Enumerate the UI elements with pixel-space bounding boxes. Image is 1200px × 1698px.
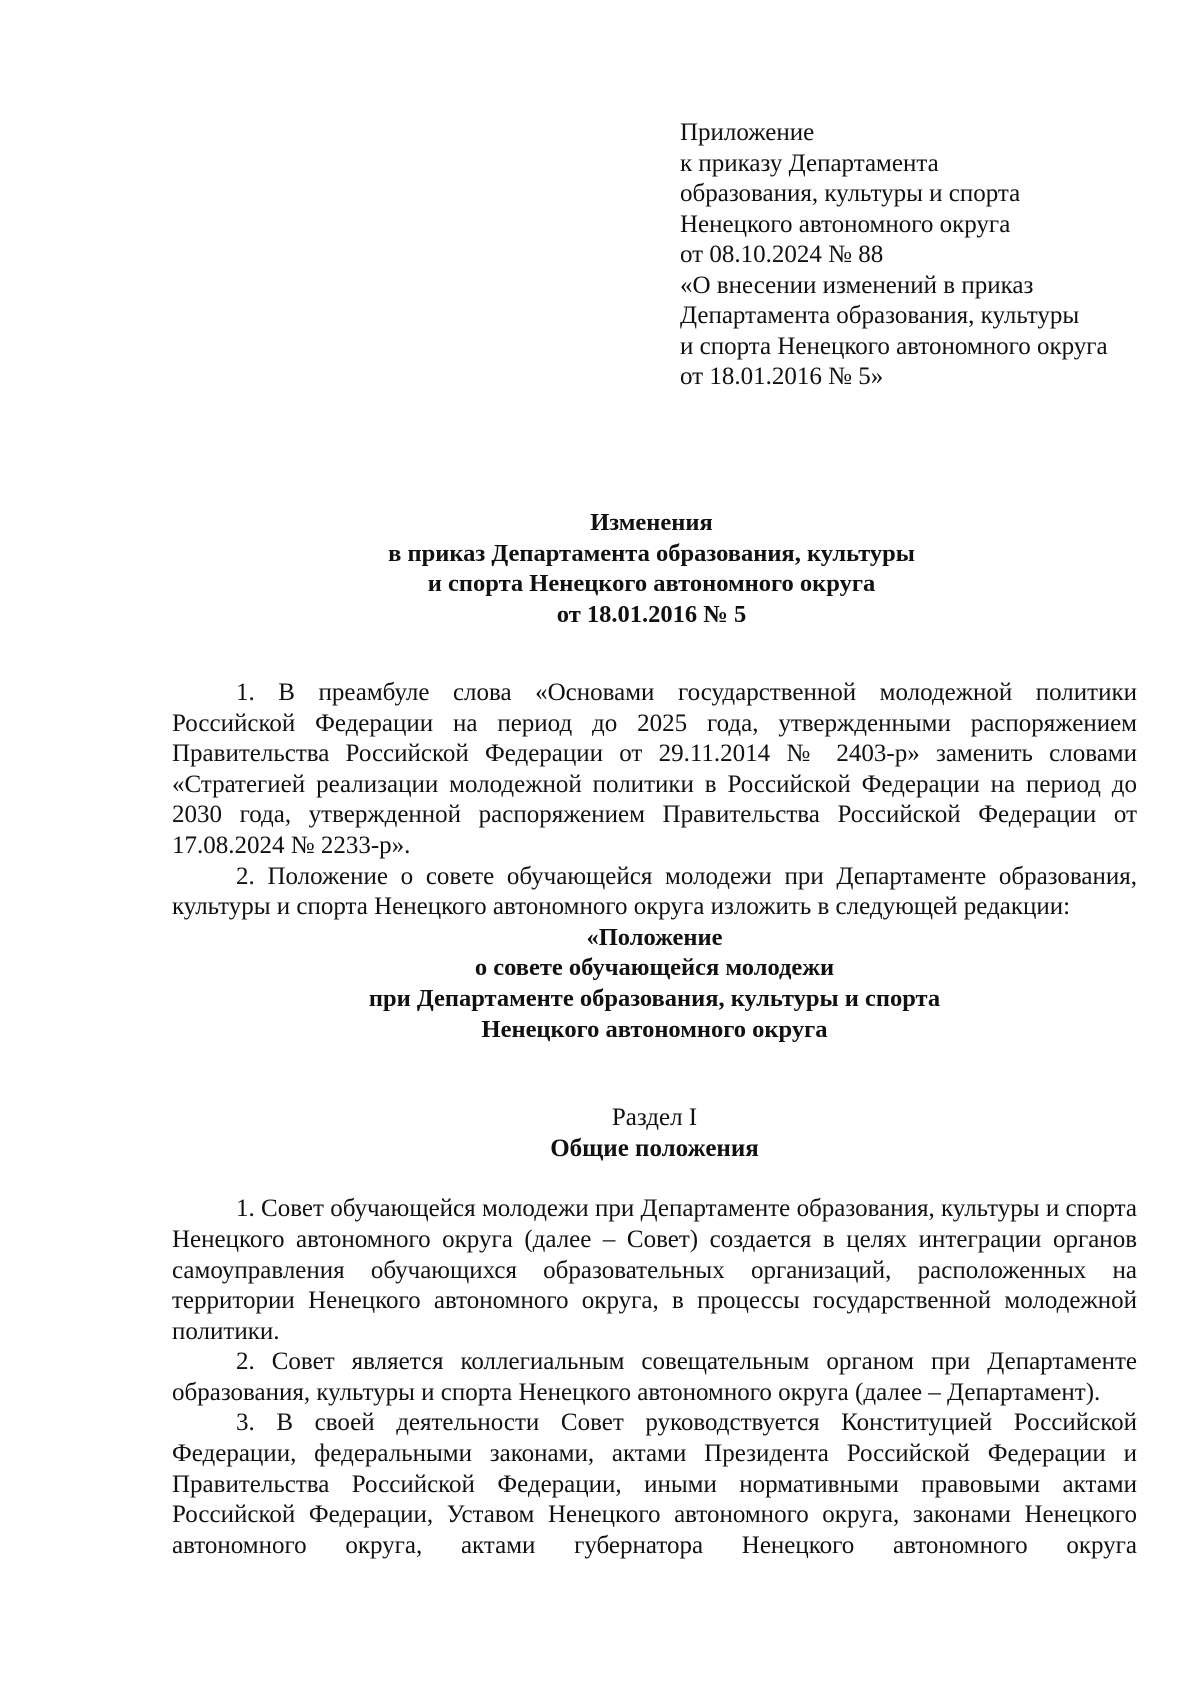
appendix-line: от 08.10.2024 № 88 [680, 241, 884, 268]
appendix-line: и спорта Ненецкого автономного округа [680, 332, 1108, 360]
appendix-line: Департамента образования, культуры [680, 302, 1080, 329]
regulation-title-line: «Положение [586, 923, 723, 951]
document-body [172, 678, 1137, 1561]
regulation-title-line: о совете обучающейся молодежи [474, 954, 835, 982]
appendix-line: Ненецкого автономного округа [680, 210, 1011, 238]
intro-paragraph-2: 2. Положение о совете обучающейся молодежи при Департаменте образования, культуры и спорта Ненецкого автономного округа изложить в следующей редакции: [172, 862, 1137, 921]
section-paragraph-2: 2. Совет является коллегиальным совещательным органом при Департаменте образования, культуры и спорта Ненецкого автономного округа (далее – Департамент). [172, 1348, 1137, 1406]
appendix-line: Приложение [680, 119, 815, 146]
section-paragraph-1: 1. Совет обучающейся молодежи при Департаменте образования, культуры и спорта Ненецкого автономного округа (далее – Совет) создается в целях интеграции органов самоуправления обучающихся образовательных организаций, расположенных на территории Ненецкого автономного округа, в процессы государственной молодежной политики. [172, 1195, 1137, 1345]
regulation-title [172, 923, 1137, 1045]
section-number: Раздел I [611, 1104, 698, 1132]
changes-title-line: Изменения [590, 509, 713, 536]
changes-title-line: от 18.01.2016 № 5 [556, 600, 747, 628]
section-heading [172, 1103, 1137, 1164]
section-paragraph-3: 3. В своей деятельности Совет руководствуется Конституцией Российской Федерации, федеральными законами, актами Президента Российской Федерации и Правительства Российской Федерации, иными нормативными правовыми актами Российской Федерации, Уставом Ненецкого автономного округа, законами Ненецкого автономного округа, актами губернатора Ненецкого автономного округа [172, 1409, 1137, 1559]
regulation-title-line: Ненецкого автономного округа [481, 1015, 828, 1043]
appendix-line: от 18.01.2016 № 5» [680, 363, 884, 390]
changes-title [0, 508, 1200, 630]
section-name: Общие положения [550, 1134, 759, 1162]
appendix-line: «О внесении изменений в приказ [680, 271, 1034, 299]
changes-title-line: в приказ Департамента образования, культуры [388, 539, 915, 567]
regulation-title-line: при Департаменте образования, культуры и спорта [368, 984, 941, 1012]
changes-title-line: и спорта Ненецкого автономного округа [427, 570, 876, 598]
appendix-header [680, 118, 1108, 393]
appendix-line: образования, культуры и спорта [680, 180, 1021, 207]
intro-paragraph-1: 1. В преамбуле слова «Основами государственной молодежной политики Российской Федерации на период до 2025 года, утвержденными распоряжением Правительства Российской Федерации от 29.11.2014 № 2403-р» заменить словами «Стратегией реализации молодежной политики в Российской Федерации на период до 2030 года, утвержденной распоряжением Правительства Российской Федерации от 17.08.2024 № 2233-р». [172, 679, 1137, 859]
appendix-line: к приказу Департамента [680, 149, 939, 177]
